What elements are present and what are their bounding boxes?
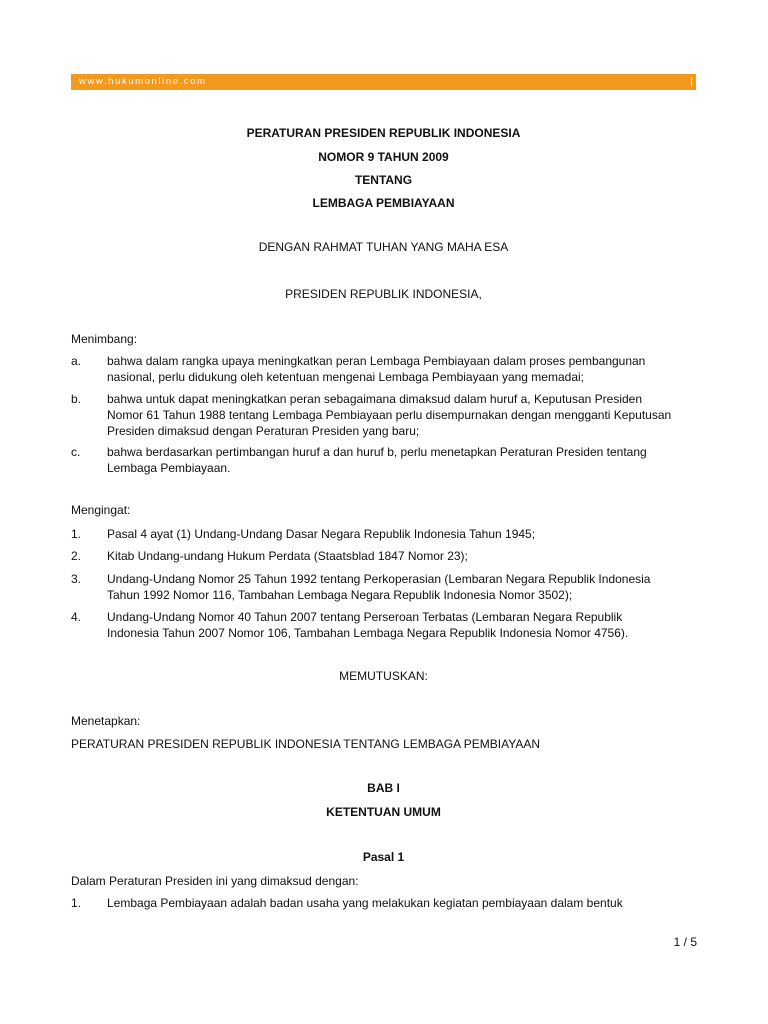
list-marker: b. [71, 392, 82, 406]
title-line-4: LEMBAGA PEMBIAYAAN [312, 196, 455, 210]
list-marker: 4. [71, 610, 82, 624]
list-line: Undang-Undang Nomor 25 Tahun 1992 tentang Perkoperasian (Lembaran Negara Republik Indonesia [107, 572, 651, 586]
title-line-2: NOMOR 9 TAHUN 2009 [318, 150, 449, 164]
list-line: Nomor 61 Tahun 1988 tentang Lembaga Pembiayaan perlu disempurnakan dengan mengganti Keputusan [107, 408, 672, 422]
list-line: bahwa dalam rangka upaya meningkatkan peran Lembaga Pembiayaan dalam proses pembangunan [107, 354, 646, 368]
pasal-intro: Dalam Peraturan Presiden ini yang dimaksud dengan: [71, 874, 359, 888]
list-marker: a. [71, 354, 82, 368]
page-number: 1 / 5 [673, 935, 697, 949]
list-line: Lembaga Pembiayaan. [107, 461, 231, 475]
menimbang-label: Menimbang: [71, 332, 138, 346]
list-line: nasional, perlu didukung oleh ketentuan mengenai Lembaga Pembiayaan yang memadai; [107, 370, 584, 384]
bab-title: KETENTUAN UMUM [326, 805, 441, 819]
bab-number: BAB I [367, 781, 400, 795]
menetapkan-label: Menetapkan: [71, 714, 141, 728]
pasal-title: Pasal 1 [362, 850, 405, 864]
list-line: Tahun 1992 Nomor 116, Tambahan Lembaga Negara Republik Indonesia Nomor 3502); [107, 588, 573, 602]
list-line: Pasal 4 ayat (1) Undang-Undang Dasar Negara Republik Indonesia Tahun 1945; [107, 527, 536, 541]
list-line: Undang-Undang Nomor 40 Tahun 2007 tentang Perseroan Terbatas (Lembaran Negara Republik [107, 610, 623, 624]
list-line: bahwa berdasarkan pertimbangan huruf a dan huruf b, perlu menetapkan Peraturan Presiden tentang [107, 445, 647, 459]
title-line-1: PERATURAN PRESIDEN REPUBLIK INDONESIA [246, 126, 521, 140]
memutuskan-heading: MEMUTUSKAN: [339, 669, 428, 683]
list-marker: c. [71, 445, 81, 459]
preamble-rahmat: DENGAN RAHMAT TUHAN YANG MAHA ESA [258, 240, 509, 254]
list-line: Indonesia Tahun 2007 Nomor 106, Tambahan Lembaga Negara Republik Indonesia Nomor 4756). [107, 626, 629, 640]
list-marker: 2. [71, 549, 82, 563]
mengingat-label: Mengingat: [71, 503, 131, 517]
preamble-presiden: PRESIDEN REPUBLIK INDONESIA, [285, 287, 482, 301]
menetapkan-text: PERATURAN PRESIDEN REPUBLIK INDONESIA TENTANG LEMBAGA PEMBIAYAAN [71, 737, 541, 751]
list-line: bahwa untuk dapat meningkatkan peran sebagaimana dimaksud dalam huruf a, Keputusan Presiden [107, 392, 643, 406]
header-url[interactable]: www.hukumonline.com [79, 76, 207, 87]
list-marker: 3. [71, 572, 82, 586]
header-bar [71, 74, 696, 90]
list-line: Presiden dimaksud dengan Peraturan Presiden yang baru; [107, 424, 420, 438]
list-marker: 1. [71, 527, 82, 541]
title-line-3: TENTANG [354, 173, 413, 187]
header-divider [691, 77, 692, 87]
list-line: Lembaga Pembiayaan adalah badan usaha yang melakukan kegiatan pembiayaan dalam bentuk [107, 896, 623, 910]
list-line: Kitab Undang-undang Hukum Perdata (Staatsblad 1847 Nomor 23); [107, 549, 468, 563]
list-marker: 1. [71, 896, 82, 910]
